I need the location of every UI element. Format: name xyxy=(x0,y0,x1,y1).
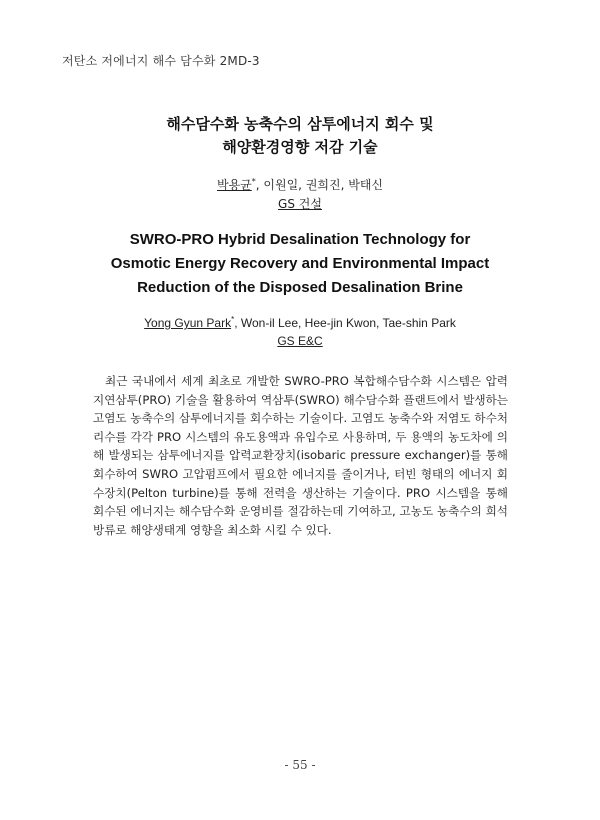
corresponding-mark: * xyxy=(251,177,256,186)
english-title xyxy=(0,228,600,300)
korean-authors xyxy=(0,176,600,195)
english-affiliation: GS E&C xyxy=(277,334,323,348)
english-title-line-3: Reduction of the Disposed Desalination Brine xyxy=(137,279,463,296)
abstract-paragraph: 최근 국내에서 세계 최초로 개발한 SWRO-PRO 복합해수담수화 시스템은 압력지연삼투(PRO) 기술을 활용하여 역삼투(SWRO) 해수담수화 플랜트에서 발생하는 고염도 농축수의 삼투에너지를 회수하는 기술이다. 고염도 농축수와 저염도 하수처리수를 각각 PRO 시스템의 유도용액과 유입수로 사용하며, 두 용액의 농도차에 의해 발생되는 삼투에너지를 압력교환장치(isobaric pressure exchanger)를 통해 회수하여 SWRO 고압펌프에서 필요한 에너지를 줄이거나, 터빈 형태의 에너지 회수장치(Pelton turbine)를 통해 전력을 생산하는 기술이다. PRO 시스템을 통해 회수된 에너지는 해수담수화 운영비를 절감하는데 기여하고, 고농도 농축수의 희석 방류로 해양생태계 영향을 최소화 시킬 수 있다. xyxy=(93,374,508,537)
korean-title-line-1: 해수담수화 농축수의 삼투에너지 회수 및 xyxy=(166,115,434,133)
corresponding-mark: * xyxy=(231,315,235,324)
korean-title-line-2: 해양환경영향 저감 기술 xyxy=(222,138,378,156)
page-number: - 55 - xyxy=(284,758,316,772)
korean-author-block xyxy=(0,176,600,214)
english-lead-author: Yong Gyun Park xyxy=(144,316,232,330)
english-other-authors: , Won-il Lee, Hee-jin Kwon, Tae-shin Park xyxy=(234,316,456,330)
running-header: 저탄소 저에너지 해수 담수화 2MD-3 xyxy=(62,54,260,68)
korean-other-authors: , 이원일, 권희진, 박태신 xyxy=(255,178,383,192)
english-title-line-1: SWRO-PRO Hybrid Desalination Technology for xyxy=(129,231,471,248)
korean-title xyxy=(0,113,600,159)
english-title-line-2: Osmotic Energy Recovery and Environmental Impact xyxy=(110,255,490,272)
korean-lead-author: 박용균 xyxy=(217,178,252,192)
english-author-block xyxy=(0,314,600,350)
english-authors xyxy=(0,314,600,332)
korean-affiliation: GS 건설 xyxy=(278,197,322,211)
